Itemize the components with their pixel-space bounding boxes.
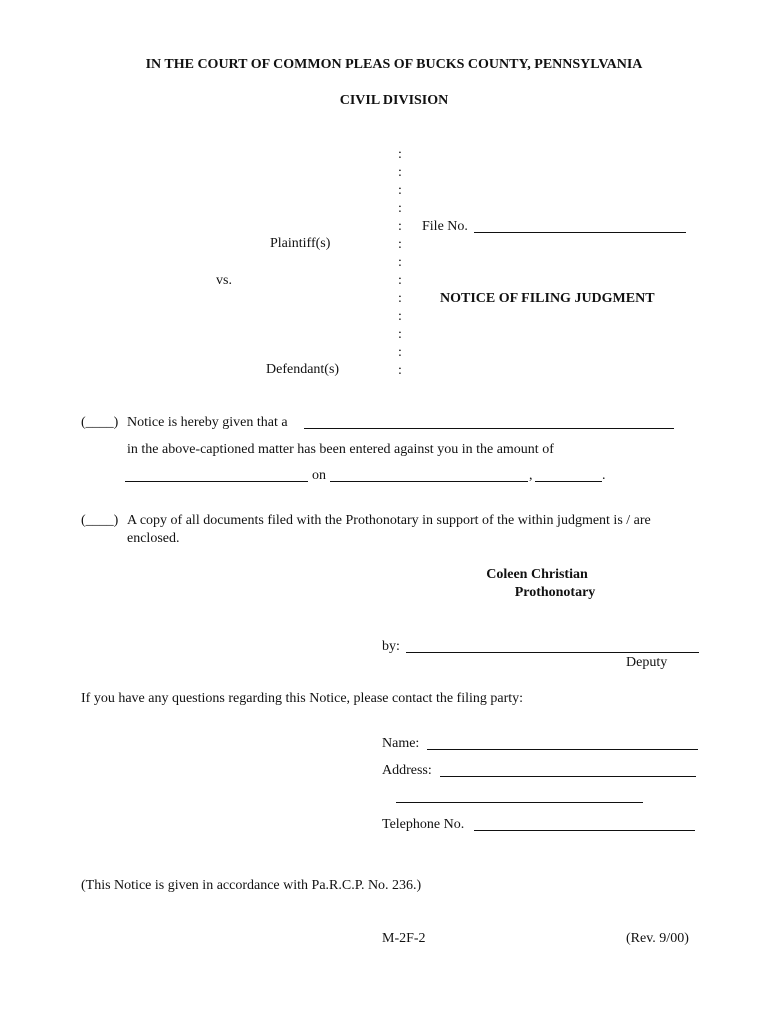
deputy-label: Deputy [626,655,668,670]
copy-checkbox[interactable]: (____) [81,513,119,528]
rule-note: (This Notice is given in accordance with Pa.R.C.P. No. 236.) [81,878,422,893]
revision-date: (Rev. 9/00) [626,931,689,946]
notice-text-line1: Notice is hereby given that a [127,415,288,430]
caption-colon: : [398,363,402,378]
prothonotary-title: Prothonotary [514,585,596,600]
caption-colon: : [398,345,402,360]
file-no-label: File No. [422,219,468,234]
telephone-label: Telephone No. [382,817,465,832]
telephone-field[interactable] [474,830,695,831]
address-label: Address: [382,763,432,778]
prothonotary-name: Coleen Christian [486,567,588,582]
caption-colon: : [398,147,402,162]
on-label: on [312,468,326,483]
form-number: M-2F-2 [382,931,426,946]
defendant-label: Defendant(s) [266,362,340,377]
caption-colon: : [398,237,402,252]
deputy-signature-field[interactable] [406,652,699,653]
caption-colon: : [398,165,402,180]
plaintiff-label: Plaintiff(s) [270,236,331,251]
court-heading: IN THE COURT OF COMMON PLEAS OF BUCKS COUNTY, PENNSYLVANIA [145,57,643,72]
by-label: by: [382,639,400,654]
notice-checkbox[interactable]: (____) [81,415,119,430]
address-line2-field[interactable] [396,802,643,803]
judgment-type-field[interactable] [304,428,674,429]
division-heading: CIVIL DIVISION [339,93,449,108]
amount-field[interactable] [125,481,308,482]
notice-title: NOTICE OF FILING JUDGMENT [440,291,655,306]
vs-label: vs. [216,273,232,288]
caption-colon: : [398,309,402,324]
caption-colon: : [398,273,402,288]
address-line1-field[interactable] [440,776,696,777]
caption-colon: : [398,183,402,198]
caption-colon: : [398,255,402,270]
year-field[interactable] [535,481,602,482]
name-label: Name: [382,736,420,751]
caption-colon: : [398,219,402,234]
date-comma: , [529,468,533,483]
copy-text-line2: enclosed. [127,531,180,546]
notice-text-line2: in the above-captioned matter has been entered against you in the amount of [127,442,554,457]
caption-colon: : [398,201,402,216]
contact-name-field[interactable] [427,749,698,750]
copy-text-line1: A copy of all documents filed with the Prothonotary in support of the within judgment is / are [127,513,651,528]
date-period: . [602,468,606,483]
file-no-field[interactable] [474,232,686,233]
caption-colon: : [398,291,402,306]
contact-intro: If you have any questions regarding this Notice, please contact the filing party: [81,691,524,706]
caption-colon: : [398,327,402,342]
date-field[interactable] [330,481,528,482]
